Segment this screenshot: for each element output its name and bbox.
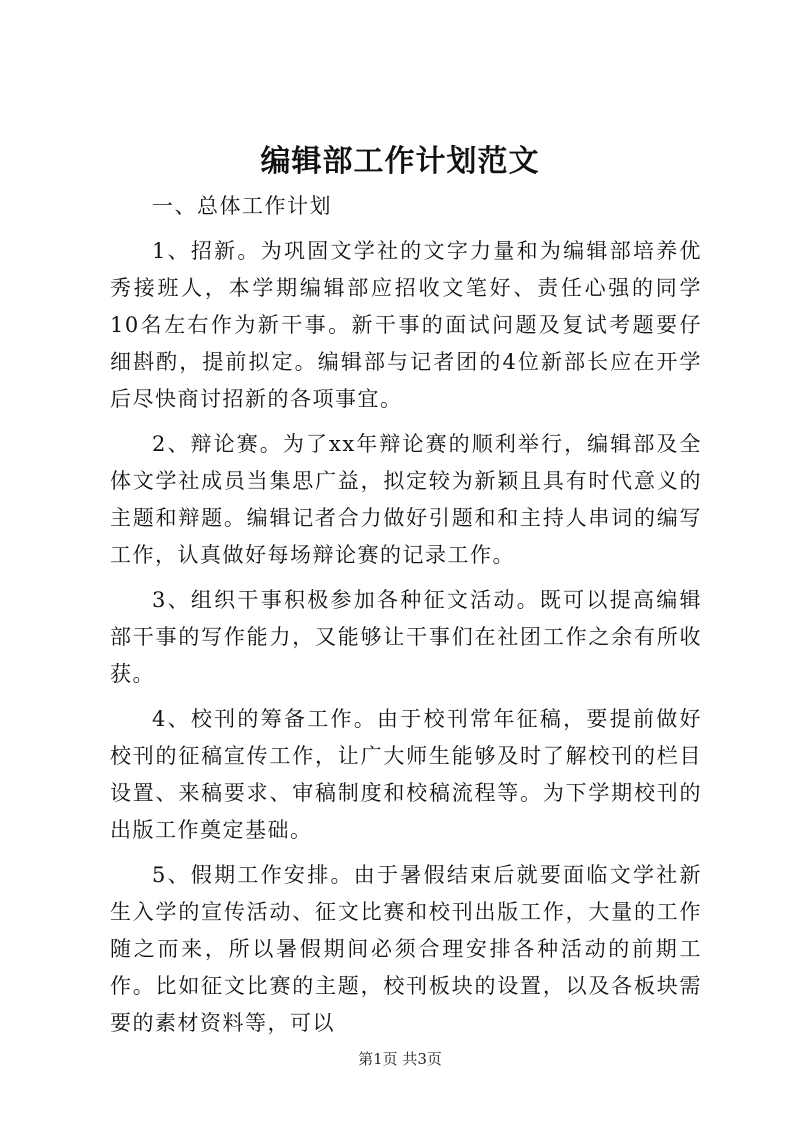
page-footer: 第1页 共3页 — [358, 1050, 442, 1068]
paragraph-vacation-plan: 5、假期工作安排。由于暑假结束后就要面临文学社新生入学的宣传活动、征文比赛和校刊出版工作，大量的工作随之而来，所以暑假期间必须合理安排各种活动的前期工作。比如征文比赛的主题，校刊板块的设置，以及各板块需要的素材资料等，可以 — [110, 863, 702, 1035]
paragraph-school-magazine: 4、校刊的筹备工作。由于校刊常年征稿，要提前做好校刊的征稿宣传工作，让广大师生能够及时了解校刊的栏目设置、来稿要求、审稿制度和校稿流程等。为下学期校刊的出版工作奠定基础。 — [110, 707, 702, 842]
document-title: 编辑部工作计划范文 — [260, 144, 540, 179]
paragraph-essay-activities: 3、组织干事积极参加各种征文活动。既可以提高编辑部干事的写作能力，又能够让干事们在社团工作之余有所收获。 — [110, 588, 702, 686]
paragraph-recruitment: 1、招新。为巩固文学社的文字力量和为编辑部培养优秀接班人，本学期编辑部应招收文笔好、责任心强的同学10名左右作为新干事。新干事的面试问题及复试考题要仔细斟酌，提前拟定。编辑部与记者团的4位新部长应在开学后尽快商讨招新的各项事宜。 — [110, 239, 702, 411]
paragraph-debate: 2、辩论赛。为了xx年辩论赛的顺利举行，编辑部及全体文学社成员当集思广益，拟定较为新颖且具有时代意义的主题和辩题。编辑记者合力做好引题和和主持人串词的编写工作，认真做好每场辩论赛的记录工作。 — [110, 432, 702, 567]
document-body — [110, 188, 702, 1050]
section-heading: 一、总体工作计划 — [152, 194, 332, 218]
